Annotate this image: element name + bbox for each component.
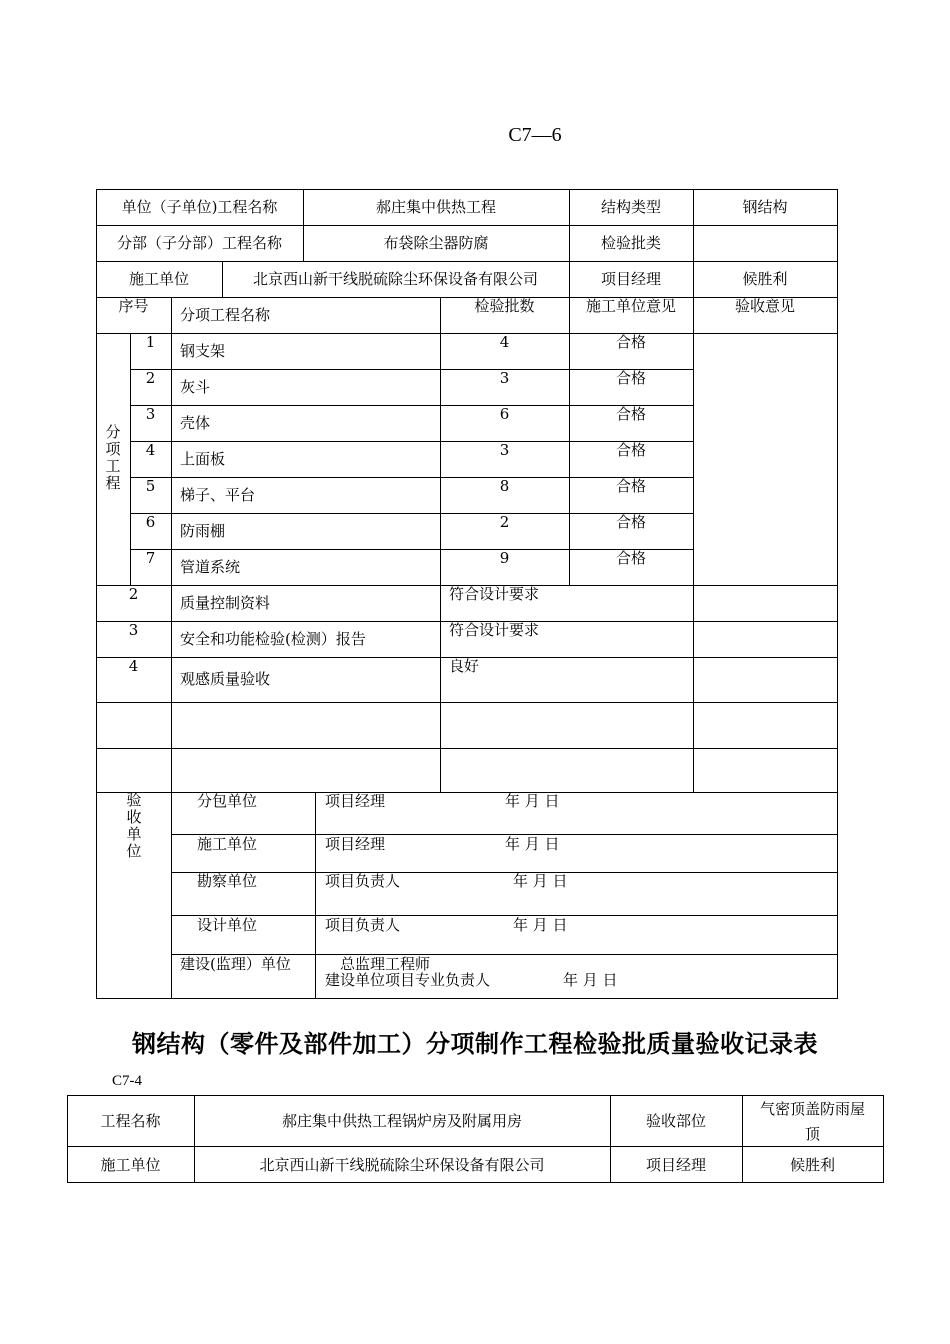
sub-item-batch-count: 4 [499,333,510,351]
accept-role: 项目负责人 [325,916,401,934]
sub-item-no: 3 [145,405,156,423]
sub-item-opinion: 合格 [615,549,646,567]
accept-date: 年 月 日 [505,792,560,810]
sub-item-name: 防雨棚 [180,522,226,540]
sub-item-no: 5 [145,477,156,495]
project-manager-label: 项目经理 [600,270,661,288]
form-code: C7—6 [508,124,562,146]
list-item-no: 4 [128,657,139,675]
sub-item-batch-count: 3 [499,369,510,387]
project-manager-label: 项目经理 [645,1156,706,1174]
sub-item-batch-count: 8 [499,477,510,495]
sub-item-group-label: 分项工程 [105,423,121,492]
sub-item-name: 管道系统 [180,558,241,576]
acceptance-part-label: 验收部位 [645,1112,706,1130]
division-name-label: 分部（子分部）工程名称 [116,234,282,252]
project-manager-value: 候胜利 [789,1156,835,1174]
acceptance-part-value: 气密顶盖防雨屋 [759,1100,865,1118]
sub-item-name: 灰斗 [180,378,211,396]
accept-role: 项目负责人 [325,872,401,890]
sub-item-no: 6 [145,513,156,531]
form-title: 钢结构（零件及部件加工）分项制作工程检验批质量验收记录表 [132,1029,818,1058]
sub-item-name: 上面板 [180,450,226,468]
header-seq: 序号 [118,297,149,315]
list-item-no: 2 [128,585,139,603]
list-item-name: 质量控制资料 [180,594,271,612]
sub-item-opinion: 合格 [615,369,646,387]
structure-type-value: 钢结构 [742,198,788,216]
accept-unit: 勘察单位 [197,872,258,890]
owner-role: 建设单位项目专业负责人 [325,971,491,989]
sub-item-name: 钢支架 [180,342,226,360]
form-code: C7-4 [112,1073,142,1089]
sub-item-batch-count: 2 [499,513,510,531]
sub-item-batch-count: 3 [499,441,510,459]
accept-unit: 施工单位 [197,835,258,853]
accept-date: 年 月 日 [513,872,568,890]
header-acceptance-opinion: 验收意见 [734,297,795,315]
header-item-name: 分项工程名称 [180,306,271,324]
project-manager-value: 候胜利 [742,270,788,288]
accept-role: 项目经理 [325,792,386,810]
sub-item-no: 4 [145,441,156,459]
list-item-result: 符合设计要求 [449,585,540,603]
unit-project-name-value: 郝庄集中供热工程 [375,198,496,216]
list-item-name: 观感质量验收 [180,670,271,688]
contractor-label: 施工单位 [128,270,189,288]
supervisor-role: 总监理工程师 [340,955,431,973]
header-contractor-opinion: 施工单位意见 [585,297,676,315]
sub-item-opinion: 合格 [615,441,646,459]
sub-item-opinion: 合格 [615,513,646,531]
acceptance-part-value-cont: 顶 [804,1125,820,1143]
project-name-label: 工程名称 [100,1112,161,1130]
accept-date: 年 月 日 [505,835,560,853]
sub-item-no: 7 [145,549,156,567]
batch-type-label: 检验批类 [600,234,661,252]
sub-item-name: 梯子、平台 [180,486,256,504]
sub-item-opinion: 合格 [615,333,646,351]
sub-item-batch-count: 6 [499,405,510,423]
list-item-no: 3 [128,621,139,639]
list-item-result: 良好 [449,657,480,675]
sub-item-batch-count: 9 [499,549,510,567]
header-batch-count: 检验批数 [474,297,535,315]
contractor-value: 北京西山新干线脱硫除尘环保设备有限公司 [259,1156,545,1174]
sub-item-no: 2 [145,369,156,387]
supervisor-unit: 建设(监理）单位 [180,955,291,973]
accept-unit: 设计单位 [197,916,258,934]
accept-date: 年 月 日 [513,916,568,934]
structure-type-label: 结构类型 [600,198,661,216]
sub-item-name: 壳体 [180,414,211,432]
contractor-label: 施工单位 [100,1156,161,1174]
unit-project-name-label: 单位（子单位)工程名称 [121,198,278,216]
sub-item-opinion: 合格 [615,477,646,495]
contractor-value: 北京西山新干线脱硫除尘环保设备有限公司 [252,270,538,288]
project-name-value: 郝庄集中供热工程锅炉房及附属用房 [281,1112,522,1130]
accept-role: 项目经理 [325,835,386,853]
acceptance-unit-group-label: 验收单位 [126,791,142,860]
accept-unit: 分包单位 [197,792,258,810]
sub-item-opinion: 合格 [615,405,646,423]
division-name-value: 布袋除尘器防腐 [383,234,489,252]
supervisor-date: 年 月 日 [563,971,618,989]
sub-item-no: 1 [145,333,156,351]
list-item-result: 符合设计要求 [449,621,540,639]
list-item-name: 安全和功能检验(检测）报告 [180,630,366,648]
